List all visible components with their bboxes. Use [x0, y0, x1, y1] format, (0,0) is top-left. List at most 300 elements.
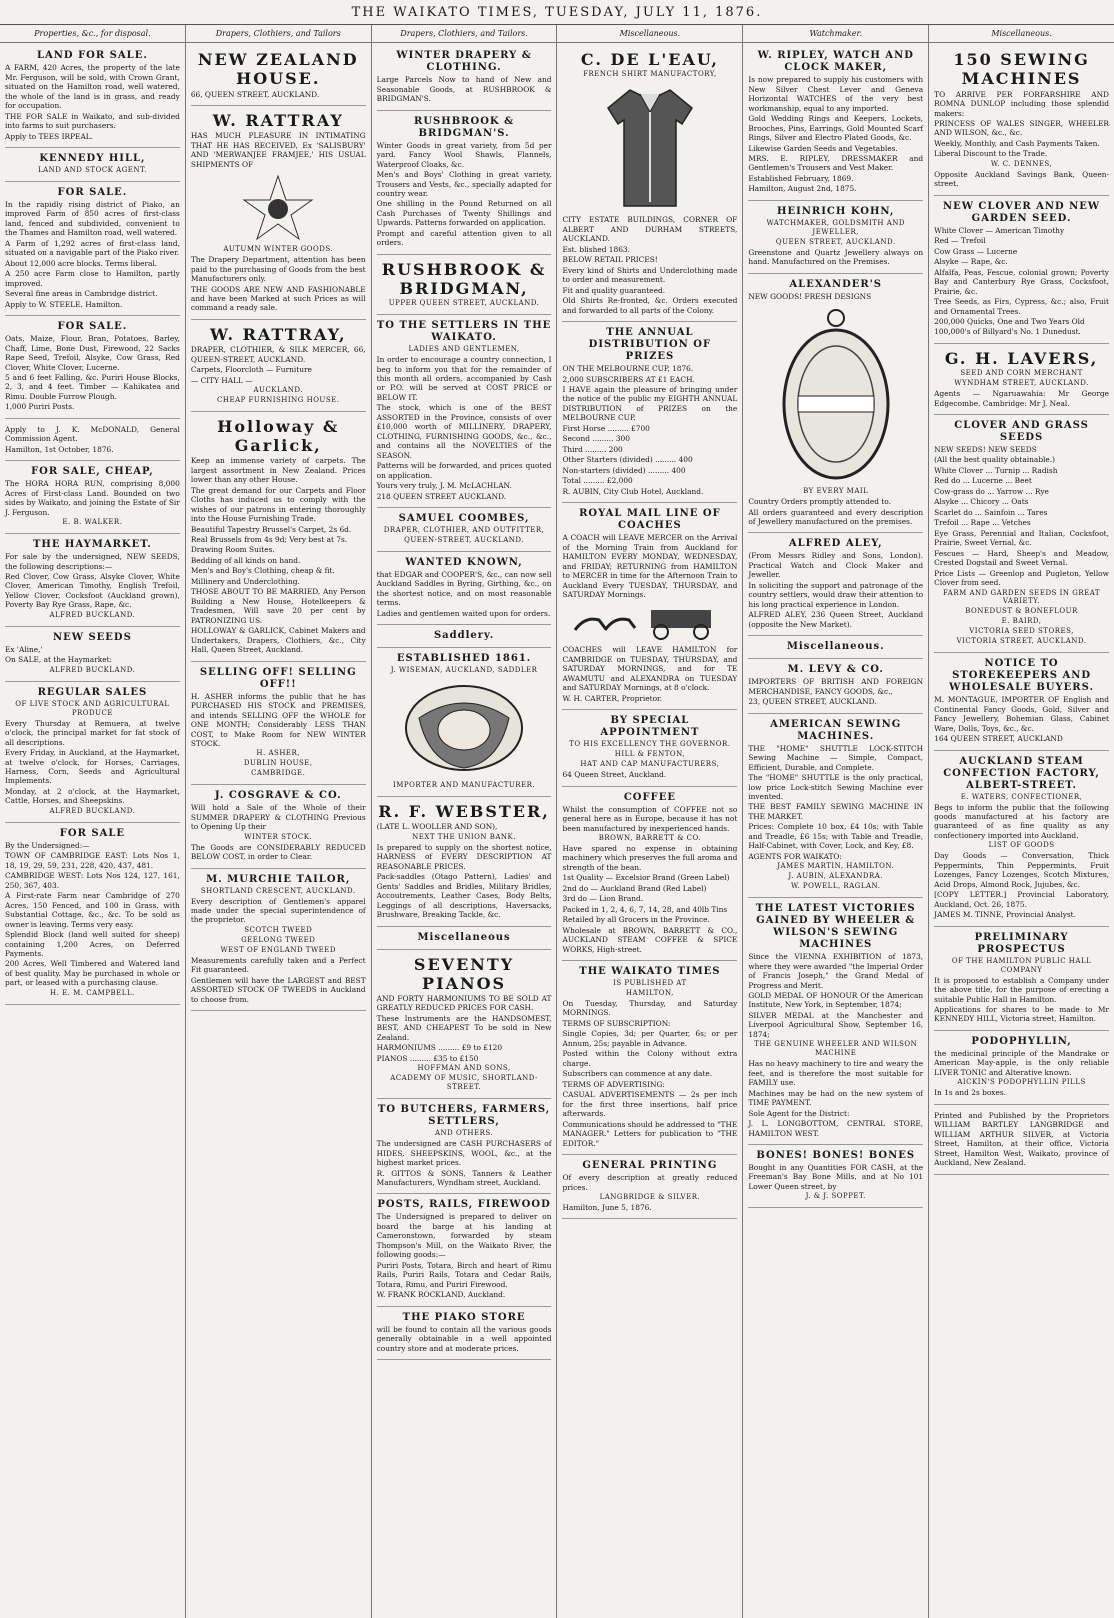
ad-text: Weekly, Monthly, and Cash Payments Taken.: [934, 138, 1100, 148]
ad-title: Saddlery.: [433, 630, 495, 642]
ad-text: VICTORIA SEED STORES,: [969, 627, 1074, 636]
ad-text: Applications for shares to be made to Mr KENNEDY HILL, Victoria street, Hamilton.: [934, 1004, 1109, 1024]
ad-text: Beautiful Tapestry Brussel's Carpet, 2s 6d.: [190, 524, 352, 534]
ad-text: DRAPER, CLOTHIER, & SILK MERCER, 66, QUEEN-STREET, AUCKLAND.: [190, 345, 366, 364]
ad-text: OF THE HAMILTON PUBLIC HALL COMPANY: [951, 956, 1092, 974]
ad-text: QUEEN-STREET, AUCKLAND.: [404, 536, 524, 545]
column-1: [0, 25, 186, 1618]
ad-text: 2,000 SUBSCRIBERS AT £1 EACH.: [562, 374, 695, 384]
ad-text: Hamilton, August 2nd, 1875.: [748, 184, 857, 194]
ad-text: 66, QUEEN STREET, AUCKLAND.: [190, 89, 320, 99]
ad-title: AMERICAN SEWING MACHINES.: [770, 718, 902, 742]
ad-text: CASUAL ADVERTISEMENTS — 2s per inch for the first three insertions, half price afterwards.: [562, 1090, 738, 1119]
ad-text: Pack-saddles (Otago Pattern), Ladies' and Gents' Saddles and Bridles, Military Bridles, Accoutrements, Leather Cases, Body Belts, Leggings of all descriptions, Haversacks, Brushware, Breaking Tackle, &c.: [376, 872, 552, 920]
ad-title: C. DE L'EAU,: [580, 50, 719, 70]
ad-title: TO BUTCHERS, FARMERS, SETTLERS,: [377, 1104, 551, 1128]
ad-text: Established February, 1869.: [748, 173, 854, 183]
advertisement: [934, 47, 1109, 196]
ad-title: SELLING OFF! SELLING OFF!!: [199, 666, 357, 690]
ad-text: 5 and 6 feet Falling, &c. Puriri House Blocks, 2, 3, and 4 feet. Timber — Kahikatea and Rimu. Double Furrow Plough.: [5, 372, 180, 401]
ad-text: J. & J. SOPPET.: [805, 1192, 866, 1201]
column-header: Drapers, Clothiers, and Tailors.: [372, 28, 557, 43]
ad-text: FARM AND GARDEN SEEDS IN GREAT VARIETY.: [943, 588, 1101, 606]
column-header: Properties, &c., for disposal.: [0, 28, 185, 43]
advertisement: [377, 1101, 552, 1194]
ad-text: Other Starters (divided) ......... 400: [562, 455, 693, 465]
ad-text: AGENTS FOR WAIKATO:: [748, 851, 842, 861]
ad-text: AND OTHERS.: [434, 1129, 494, 1138]
ad-text: TERMS OF ADVERTISING:: [562, 1079, 665, 1089]
advertisement: [562, 712, 737, 786]
ad-text: NEW SEEDS! NEW SEEDS: [934, 444, 1037, 454]
ad-text: Apply to W. STEELE, Hamilton.: [5, 299, 123, 309]
ad-text: Agents — Ngaruawahia: Mr George Edgecombe. Cambridge: Mr J. Neal.: [934, 389, 1109, 408]
advertisement: [562, 47, 737, 322]
ad-text: CITY ESTATE BUILDINGS, CORNER OF ALBERT AND DURHAM STREETS, AUCKLAND.: [562, 215, 738, 244]
advertisement: [191, 322, 366, 412]
ad-title: THE PIAKO STORE: [402, 1311, 526, 1323]
ad-text: Day Goods — Conversation, Thick Peppermints, Thin Peppermints, Fruit Lozenges, Fancy Lozenges, Scotch Mixtures, Acid Drops, Almond Rock, Jujubes, &c.: [934, 851, 1109, 889]
ad-text: Sole Agent for the District:: [748, 1108, 850, 1118]
ad-title: BY SPECIAL APPOINTMENT: [600, 715, 700, 739]
ad-title: Miscellaneous: [417, 931, 511, 943]
ad-text: (All the best quality obtainable.): [934, 455, 1056, 465]
ad-text: AND FORTY HARMONIUMS TO BE SOLD AT GREATLY REDUCED PRICES FOR CASH.: [376, 994, 552, 1013]
advertisement: [377, 952, 552, 1100]
ad-text: Has no heavy machinery to tire and weary the feet, and is therefore the most suitable for FAMILY use.: [748, 1059, 924, 1088]
ad-text: Non-starters (divided) ......... 400: [562, 465, 686, 475]
ad-text: Communications should be addressed to "THE MANAGER." Letters for publication to "THE EDITOR.": [562, 1119, 738, 1148]
column-5: [743, 25, 929, 1618]
advertisement: [934, 198, 1109, 344]
advertisement: [562, 963, 737, 1155]
ad-text: HILL & FENTON,: [614, 750, 686, 759]
ad-text: TERMS OF SUBSCRIPTION:: [562, 1018, 671, 1028]
ad-title: ROYAL MAIL LINE OF COACHES: [579, 508, 721, 532]
ad-text: W. C. DENNES,: [990, 159, 1053, 168]
ad-text: TOWN OF CAMBRIDGE EAST: Lots Nos 1, 18, 19, 29, 59, 231, 228, 420, 437, 481.: [5, 851, 180, 870]
ad-text: Keep an immense variety of carpets. The largest assortment in New Zealand. Prices lower than any other House.: [190, 456, 366, 485]
ad-text: I HAVE again the pleasure of bringing under the notice of the public my EIGHTH ANNUAL DISTRIBUTION of PRIZES on the MELBOURNE CUP.: [562, 385, 738, 423]
shirt-illustration-icon: [600, 82, 700, 212]
ad-text: W. POWELL, RAGLAN.: [791, 882, 881, 891]
advertisement: [934, 1107, 1109, 1175]
ad-text: The stock, which is one of the BEST ASSORTED in the Province, consists of over £10,000 worth of MILLINERY, DRAPERY, CLOTHING, FURNISHING GOODS, &c., &c., and contains all the NOVELTIES of the SEASON.: [376, 403, 552, 460]
ad-text: — CITY HALL —: [190, 375, 253, 385]
ad-text: W. H. CARTER, Proprietor.: [562, 693, 663, 703]
ad-text: Bedding of all kinds on hand.: [190, 555, 301, 565]
ad-text: R. GITTOS & SONS, Tanners & Leather Manufacturers, Wyndham street, Auckland.: [376, 1168, 552, 1187]
advertisement: [934, 346, 1109, 415]
ad-text: Since the VIENNA EXHIBITION of 1873, where they were awarded "the Imperial Order of Francis Joseph," the Grand Medal of Progress and Merit.: [748, 952, 924, 990]
ad-text: Trefoil ... Rape ... Vetches: [934, 518, 1031, 528]
ad-text: Subscribers can commence at any date.: [562, 1069, 713, 1079]
ad-title: WINTER DRAPERY & CLOTHING.: [396, 50, 532, 74]
ad-text: Oats, Maize, Flour, Bran, Potatoes, Barley, Chaff, Lime, Bone Dust, Firewood, 22 Sacks Rape Seed, Trefoil, Alsyke, Cow Grass, Red Clover, White Clover, Lucerne.: [5, 334, 180, 372]
ad-text: Will hold a Sale of the Whole of their SUMMER DRAPERY & CLOTHING Previous to Opening Up their: [190, 803, 366, 832]
ad-title: M. LEVY & CO.: [787, 664, 884, 676]
ad-text: will be found to contain all the various goods generally obtainable in a well appointed country store and at moderate prices.: [376, 1324, 552, 1353]
ad-title: FOR SALE, CHEAP,: [31, 466, 154, 478]
column-6: [929, 25, 1114, 1618]
ad-text: 100,000's of Billyard's No. 1 Dunedust.: [934, 327, 1081, 337]
advertisement: [191, 414, 366, 662]
ad-text: HOLLOWAY & GARLICK, Cabinet Makers and Undertakers, Drapers, Clothiers, &c., City Hall, Queen Street, Auckland.: [190, 626, 366, 655]
ad-text: In order to encourage a country connection, I beg to inform you that for the remainder of this month all orders, accompanied by Cash or P.O. will be served at COST PRICE or BELOW IT.: [376, 355, 552, 402]
ad-text: These Instruments are the HANDSOMEST, BEST, AND CHEAPEST To be sold in New Zealand.: [376, 1013, 552, 1042]
ad-text: The "HOME" SHUTTLE is the only practical, low price Lock-stitch Sewing Machine ever invented.: [748, 773, 924, 801]
ad-text: WINTER STOCK.: [244, 832, 313, 841]
ad-text: Machines may be had on the new system of TIME PAYMENT.: [748, 1088, 924, 1108]
ad-text: ALFRED BUCKLAND.: [49, 665, 136, 674]
ad-text: Greenstone and Quartz Jewellery always on hand. Manufactured on the Premises.: [748, 247, 924, 267]
ad-text: Price Lists — Greenlop and Pugleton, Yellow Clover from seed.: [934, 568, 1109, 588]
ad-text: E. WATERS, CONFECTIONER,: [960, 792, 1083, 801]
ad-text: IMPORTERS OF BRITISH AND FOREIGN MERCHANDISE, FANCY GOODS, &c.,: [748, 677, 924, 696]
ad-text: Puriri Posts, Totara, Birch and heart of Rimu Rails, Puriri Rails, Totara and Cedar Rails, Totara, Rimu, and Puriri Firewood.: [376, 1260, 552, 1289]
ad-text: R. AUBIN, City Club Hotel, Auckland.: [562, 486, 704, 496]
ad-text: Every kind of Shirts and Underclothing made to order and measurement.: [562, 265, 738, 285]
ad-text: 1st Quality — Excelsior Brand (Green Label): [562, 873, 730, 883]
ad-text: BY EVERY MAIL: [803, 487, 869, 496]
decorative-star-icon: [218, 172, 338, 242]
ad-text: Every Thursday at Remuera, at twelve o'clock, the principal market for fat stock of all descriptions.: [5, 718, 180, 747]
advertisement: [934, 655, 1109, 750]
ad-text: The undersigned are CASH PURCHASERS of HIDES, SHEEPSKINS, WOOL, &c., at the highest market prices.: [376, 1139, 552, 1168]
ad-text: The Goods are CONSIDERABLY REDUCED BELOW COST, in order to Clear.: [190, 842, 366, 862]
ad-text: Alfalfa, Peas, Fescue, colonial grown; Poverty Bay and Canterbury Rye Grass, Cocksfoot, Prairie, &c.: [934, 267, 1109, 296]
ad-text: The great demand for our Carpets and Floor Cloths has induced us to comply with the wishes of our patrons in entering thoroughly into the House Furnishing Trade.: [190, 485, 366, 524]
advertisement: [377, 1196, 552, 1306]
ad-title: R. F. WEBSTER,: [378, 802, 550, 822]
ad-text: GOLD MEDAL OF HONOUR Of the American Institute, New York, in September, 1874;: [748, 991, 924, 1010]
ad-text: It is proposed to establish a Company under the above title, for the purpose of erecting a suitable Public Hall in Hamilton.: [934, 975, 1109, 1004]
ad-text: Eye Grass, Perennial and Italian, Cocksfoot, Prairie, Sweet Vernal, &c.: [934, 528, 1109, 548]
ad-text: Gentlemen will have the LARGEST and BEST ASSORTED STOCK OF TWEEDS in Auckland to choose from.: [190, 975, 366, 1004]
ad-text: BELOW RETAIL PRICES!: [562, 255, 658, 265]
ad-text: Splendid Block (land well suited for sheep) containing 1,200 Acres, on Deferred Payments.: [5, 930, 180, 958]
ad-title: LAND FOR SALE.: [37, 50, 148, 62]
ad-title: 150 SEWING MACHINES: [953, 50, 1090, 89]
ad-text: Patterns will be forwarded, and prices quoted on application.: [376, 461, 552, 480]
ad-title: WANTED KNOWN,: [405, 557, 523, 569]
ad-title: RUSHBROOK & BRIDGMAN,: [381, 259, 547, 298]
ad-title: SEVENTY PIANOS: [413, 954, 515, 993]
advertisement: [377, 650, 552, 797]
ad-title: THE LATEST VICTORIES GAINED BY WHEELER & WILSON'S SEWING MACHINES: [755, 903, 916, 951]
ad-text: HAMILTON,: [625, 989, 674, 998]
ad-text: Is prepared to supply on the shortest notice, HARNESS of EVERY DESCRIPTION AT REASONABLE PRICES.: [376, 842, 552, 871]
advertisement: [5, 684, 180, 823]
ad-text: AICKIN'S PODOPHYLLIN PILLS: [957, 1078, 1086, 1087]
advertisement: [191, 871, 366, 1012]
ad-text: HARMONIUMS ......... £9 to £120: [376, 1043, 503, 1053]
advertisement: [5, 536, 180, 627]
ad-text: J. WISEMAN, AUCKLAND, SADDLER: [390, 666, 538, 675]
ad-title: W. RATTRAY: [212, 111, 344, 131]
advertisement: [377, 627, 552, 648]
ad-text: Real Brussels from 4s 9d; Very best at 7s.: [190, 535, 348, 544]
advertisement: [5, 421, 180, 461]
ad-text: (LATE L. WOOLLER AND SON),: [376, 822, 498, 832]
ad-text: 2nd do — Auckland Brand (Red Label): [562, 883, 707, 893]
ad-title: Holloway & Garlick,: [217, 416, 340, 456]
ad-title: THE ANNUAL DISTRIBUTION OF PRIZES: [588, 327, 712, 363]
advertisement: [562, 505, 737, 710]
ad-text: Bought in any Quantities FOR CASH, at the Freeman's Bay Bone Mills, and at No 101 Lower Queen street, by: [748, 1163, 924, 1191]
ad-text: Packed in 1, 2, 4, 6, 7, 14, 28, and 40lb Tins: [562, 904, 728, 914]
advertisement: [934, 417, 1109, 653]
masthead: [0, 0, 1114, 25]
advertisement: [191, 664, 366, 786]
ad-text: Country Orders promptly attended to.: [748, 497, 891, 507]
ad-text: IS PUBLISHED AT: [613, 979, 687, 988]
ad-text: Printed and Published by the Proprietors WILLIAM BARTLEY LANGBRIDGE and WILLIAM ARTHUR SILVER, at Victoria Street, Hamilton, at their office, Victoria Street, Hamilton West, Waikato, province of Auckland, New Zealand.: [934, 1110, 1109, 1168]
ad-text: J. AUBIN, ALEXANDRA.: [788, 872, 884, 881]
ad-text: AUCKLAND.: [253, 385, 303, 394]
ad-text: LIST OF GOODS: [988, 841, 1055, 850]
ad-text: FRENCH SHIRT MANUFACTORY,: [583, 70, 717, 79]
ad-text: Winter Goods in great variety, from 5d per yard. Fancy Wool Shawls, Flannels, Waterproof Cloaks, &c.: [376, 140, 552, 169]
ad-text: ON THE MELBOURNE CUP, 1876.: [562, 364, 694, 374]
ad-text: LADIES AND GENTLEMEN,: [408, 345, 520, 354]
ad-title: Miscellaneous.: [786, 641, 885, 653]
ad-text: Fit and quality guaranteed.: [562, 285, 666, 295]
ad-text: WEST OF ENGLAND TWEED: [220, 945, 336, 954]
ad-text: WYNDHAM STREET, AUCKLAND.: [954, 379, 1089, 388]
ad-text: Have spared no expense in obtaining machinery which preserves the full aroma and strength of the bean.: [562, 843, 738, 872]
ad-text: J. L. LONGBOTTOM, CENTRAL STORE, HAMILTON WEST.: [748, 1119, 924, 1138]
ad-title: AUCKLAND STEAM CONFECTION FACTORY, ALBERT-STREET.: [943, 755, 1100, 791]
ad-text: Opposite Auckland Savings Bank, Queen-street.: [934, 169, 1109, 189]
ad-title: NOTICE TO STOREKEEPERS AND WHOLESALE BUYERS.: [949, 658, 1094, 694]
ad-text: 200 Acres, Well Timbered and Watered land of best quality. May be purchased in whole or part, or leased with a purchasing clause.: [5, 959, 180, 988]
ad-text: AUTUMN WINTER GOODS.: [223, 245, 334, 254]
advertisement: [562, 324, 737, 503]
ad-text: Begs to inform the public that the following goods manufactured at his factory are guaranteed of as fine quality as any confectionery imported into Auckland.: [934, 802, 1109, 840]
advertisement: [934, 929, 1109, 1031]
ad-text: Monday, at 2 o'clock, at the Haymarket, Cattle, Horses, and Sheepskins.: [5, 786, 180, 806]
ad-text: H. ASHER,: [256, 749, 301, 758]
ad-title: GENERAL PRINTING: [582, 1160, 718, 1172]
ad-text: About 12,000 acre blocks. Terms liberal.: [5, 258, 158, 268]
ad-text: DUBLIN HOUSE,: [243, 759, 313, 768]
ad-text: Ladies and gentlemen waited upon for orders.: [376, 608, 551, 618]
ad-text: First Horse ......... £700: [562, 423, 650, 433]
ad-text: IMPORTER AND MANUFACTURER.: [392, 781, 536, 790]
ad-text: ACADEMY OF MUSIC, SHORTLAND-STREET.: [390, 1074, 538, 1092]
advertisement: [748, 638, 923, 659]
ad-text: 1,000 Puriri Posts.: [5, 402, 75, 412]
ad-text: JAMES M. TINNE, Provincial Analyst.: [934, 910, 1076, 920]
ad-text: In 1s and 2s boxes.: [934, 1088, 1006, 1098]
ad-text: Old Shirts Re-fronted, &c. Orders executed and forwarded to all parts of the Colony.: [562, 296, 738, 315]
ad-text: THE GENUINE WHEELER AND WILSON MACHINE: [754, 1040, 918, 1058]
ad-text: Red Clover, Cow Grass, Alsyke Clover, White Clover, American Timothy, English Trefoil, Yellow Clover, Cocksfoot (Auckland grown), Poverty Bay Rye Grass, Rape, &c.: [5, 572, 180, 610]
ad-text: Yours very truly, J. M. McLACHLAN.: [376, 481, 512, 491]
ad-text: PRINCESS OF WALES SINGER, WHEELER AND WILSON, &c., &c.: [934, 119, 1109, 138]
ad-title: M. MURCHIE TAILOR,: [206, 873, 351, 885]
ad-title: RUSHBROOK & BRIDGMAN'S.: [414, 115, 515, 139]
column-header: Miscellaneous.: [929, 28, 1114, 43]
ad-text: Men's and Boys' Clothing in great variety, Trousers and Vests, &c., specially adapted for country wear.: [376, 170, 552, 198]
ad-title: FOR SALE: [59, 827, 126, 839]
watch-illustration-icon: [776, 304, 896, 484]
ad-text: Fescues — Hard, Sheep's and Meadow, Crested Dogstail and Sweet Vernal.: [934, 548, 1109, 568]
ad-text: In soliciting the support and patronage of the country settlers, would draw their attention to his long practical experience in London.: [748, 580, 924, 609]
ad-text: A First-rate Farm near Cambridge of 270 Acres, 150 Fenced, and 100 in Grass, with Substantial Cottage, &c., &c. To be sold as owner is leaving. Terms very easy.: [5, 891, 180, 929]
ad-text: MRS. E. RIPLEY, DRESSMAKER and Gentlemen's Trousers and Vest Maker.: [748, 153, 924, 173]
ad-text: 64 Queen Street, Auckland.: [562, 770, 667, 780]
ad-title: NEW ZEALAND HOUSE.: [197, 50, 359, 89]
ad-text: Likewise Garden Seeds and Vegetables.: [748, 143, 898, 153]
advertisement: [377, 317, 552, 508]
ad-text: Prices: Complete 10 box, £4 10s; with Table and Treadle, £6 15s; with Table and Treadle, Half-Cabinet, with Cover, Lock, and Key, £8.: [748, 822, 924, 851]
ad-text: One shilling in the Pound Returned on all Cash Purchases of Twenty Shillings and Upwards. Patterns forwarded on application.: [376, 199, 552, 228]
ad-text: Second ......... 300: [562, 434, 630, 444]
ad-title: CLOVER AND GRASS SEEDS: [954, 419, 1089, 443]
ad-text: Millinery and Underclothing.: [190, 576, 300, 586]
ad-title: FOR SALE.: [57, 321, 128, 333]
ad-text: Every description of Gentlemen's apparel made under the special superintendence of the proprietor.: [190, 896, 366, 925]
ad-title: ALEXANDER'S: [789, 278, 883, 290]
ad-text: SEED AND CORN MERCHANT: [960, 369, 1083, 378]
ad-text: NEW GOODS! FRESH DESIGNS: [748, 291, 872, 301]
ad-text: Prompt and careful attention given to all orders.: [376, 228, 552, 248]
ad-illustration: [562, 602, 737, 642]
ad-title: THE HAYMARKET.: [32, 539, 152, 551]
ad-title: PODOPHYLLIN,: [971, 1035, 1072, 1047]
ad-text: Carpets, Floorcloth — Furniture: [190, 365, 312, 375]
ad-text: CAMBRIDGE WEST: Lots Nos 124, 127, 161, 250, 367, 403.: [5, 871, 180, 890]
ad-text: A Farm of 1,292 acres of first-class land, situated on a navigable part of the Piako river.: [5, 238, 180, 258]
ad-text: Est. blished 1863.: [562, 244, 630, 254]
ad-text: TO ARRIVE PER FORFARSHIRE AND ROMNA DUNLOP including those splendid makers:: [934, 89, 1109, 118]
advertisement: [934, 1033, 1109, 1105]
ad-text: Men's and Boy's Clothing, cheap & fit.: [190, 566, 335, 576]
ad-title: BONES! BONES! BONES: [756, 1150, 916, 1161]
ad-text: Large Parcels Now to hand of New and Seasonable Goods, at RUSHBROOK & BRIDGMAN'S.: [376, 75, 552, 104]
ad-text: A COACH will LEAVE MERCER on the Arrival of the Morning Train from Auckland for HAMILTON EVERY MONDAY, WEDNESDAY, and FRIDAY; RETURNING from HAMILTON to MERCER in time for the Afternoon Train to Auckland Every TUESDAY, THURSDAY, and SATURDAY Mornings.: [562, 533, 738, 599]
ad-text: that EDGAR and COOPER'S, &c., can now sell Auckland Saddles in Byring, Girthing, &c., on the shortest notice, and on most reasonable terms.: [376, 570, 552, 608]
ad-text: GEELONG TWEED: [241, 935, 316, 944]
ad-text: THE BEST FAMILY SEWING MACHINE IN THE MARKET.: [748, 802, 924, 821]
column-3: [372, 25, 558, 1618]
masthead-title: THE WAIKATO TIMES, TUESDAY, JULY 11, 1876.: [351, 4, 763, 20]
ad-text: UPPER QUEEN STREET, AUCKLAND.: [388, 299, 540, 308]
ad-text: [COPY LETTER.] Provincial Laboratory, Auckland, Oct. 26, 1875.: [934, 890, 1109, 909]
advertisement: [748, 47, 923, 201]
ad-title: COFFEE: [623, 791, 676, 803]
ad-text: Apply to TEES IRPEAL.: [5, 131, 94, 141]
advertisement: [377, 510, 552, 552]
ad-title: J. COSGRAVE & CO.: [214, 790, 342, 802]
ad-text: Alsyke ... Chicory ... Oats: [934, 497, 1029, 507]
ad-text: ALFRED BUCKLAND.: [49, 806, 136, 815]
ad-text: Measurements carefully taken and a Perfect Fit guaranteed.: [190, 955, 366, 975]
advertisement: [748, 276, 923, 534]
ad-text: Apply to J. K. McDONALD, General Commission Agent.: [5, 424, 180, 444]
ad-text: Every Friday, in Auckland, at the Haymarket, at twelve o'clock, for Horses, Carriages, Harness, Corn, Seeds and Agricultural Implements.: [5, 748, 180, 786]
advertisement: [5, 47, 180, 148]
ad-text: Red do ... Lucerne ... Beet: [934, 476, 1032, 486]
advertisement: [191, 108, 366, 320]
ad-text: QUEEN STREET, AUCKLAND.: [775, 237, 896, 246]
ad-title: ALFRED ALEY,: [788, 538, 883, 550]
ad-text: ALFRED ALEY, 236 Queen Street, Auckland (opposite the New Market).: [748, 610, 924, 629]
ad-text: Whilst the consumption of COFFEE not so general here as in Europe, because it has not been manufactured by inexperienced hands.: [562, 804, 738, 833]
ad-text: JAMES MARTIN, HAMILTON.: [777, 862, 895, 871]
ad-title: PRELIMINARY PROSPECTUS: [974, 931, 1069, 955]
column-header: Miscellaneous.: [557, 28, 742, 43]
ad-text: 200,000 Quicks, One and Two Years Old: [934, 317, 1085, 326]
ad-title: NEW SEEDS: [52, 631, 132, 643]
advertisement: [562, 789, 737, 962]
ad-text: The Undersigned is prepared to deliver on board the barge at his landing at Cameronstown, forwarded by steam Thompson's Mill, on the Waikato River, the following goods:—: [376, 1212, 552, 1260]
advertisement: [377, 257, 552, 315]
ad-text: Single Copies, 3d; per Quarter, 6s; or per Annum, 25s; payable in Advance.: [562, 1029, 738, 1048]
ad-text: THE "HOME" SHUTTLE LOCK-STITCH Sewing Machine — Simple, Compact, Efficient, Durable, and Complete.: [748, 743, 924, 772]
advertisement: [5, 629, 180, 682]
ad-text: COACHES will LEAVE HAMILTON for CAMBRIDGE on TUESDAY, THURSDAY, and SATURDAY MORNINGS, and for TE AWAMUTU and ALEXANDRA on TUESDAY and SATURDAY Mornings, at 8 o'clock.: [562, 645, 738, 693]
advertisement: [377, 47, 552, 110]
advertisement: [5, 150, 180, 182]
ad-text: All orders guaranteed and every description of Jewellery manufactured on the premises.: [748, 507, 924, 527]
ad-text: White Clover — American Timothy: [934, 225, 1065, 235]
columns: [0, 25, 1114, 1618]
coach-illustration-icon: [565, 602, 735, 642]
ad-text: W. FRANK ROCKLAND, Auckland.: [376, 1290, 506, 1300]
ad-text: Alsyke — Rape, &c.: [934, 257, 1008, 267]
ad-text: 218 QUEEN STREET AUCKLAND.: [376, 491, 507, 501]
ad-text: Hamilton, 1st October, 1876.: [5, 444, 114, 454]
ad-text: Gold Wedding Rings and Keepers, Lockets, Brooches, Pins, Earrings, Gold Mounted Scarf Rings, Silver and Electro Plated Goods, &c.: [748, 114, 924, 143]
ad-text: M. MONTAGUE, IMPORTER OF English and Continental Fancy Goods, Gold, Silver and Fancy Jewellery, Bohemian Glass, Cabinet Ware, Dolls, Toys, &c., &c.: [934, 695, 1109, 733]
ad-text: LAND AND STOCK AGENT.: [37, 165, 147, 174]
ad-illustration: [377, 678, 552, 778]
ad-text: The HORA HORA RUN, comprising 8,000 Acres of First-class Land. Bounded on two sides by Waikato, and joining the Estate of Sir J. Ferguson.: [5, 479, 180, 517]
advertisement: [5, 184, 180, 316]
ad-illustration: [562, 82, 737, 212]
ad-text: Hamilton, June 5, 1876.: [562, 1202, 652, 1212]
advertisement: [5, 825, 180, 1005]
advertisement: [748, 203, 923, 274]
advertisement: [934, 753, 1109, 927]
ad-text: By the Undersigned:—: [5, 840, 90, 850]
ad-text: ALFRED BUCKLAND.: [49, 610, 136, 619]
column-header: Watchmaker.: [743, 28, 928, 43]
advertisement: [377, 1309, 552, 1360]
advertisement: [748, 716, 923, 898]
ad-title: ESTABLISHED 1861.: [396, 653, 532, 665]
ad-text: Posted within the Colony without extra charge.: [562, 1049, 738, 1068]
ad-text: CAMBRIDGE.: [251, 769, 306, 778]
ad-text: On Tuesday, Thursday, and Saturday MORNINGS.: [562, 999, 738, 1018]
ad-text: Of every description at greatly reduced prices.: [562, 1173, 738, 1192]
ad-title: HEINRICH KOHN,: [777, 205, 895, 217]
ad-title: POSTS, RAILS, FIREWOOD: [377, 1199, 551, 1211]
ad-text: Third ......... 200: [562, 444, 623, 454]
ad-text: the medicinal principle of the Mandrake or American May-apple, is the only reliable LIVER TONIC and Alterative known.: [934, 1048, 1109, 1077]
ad-text: OF LIVE STOCK AND AGRICULTURAL PRODUCE: [15, 699, 170, 717]
ad-title: KENNEDY HILL,: [39, 152, 146, 164]
ad-text: CHEAP FURNISHING HOUSE.: [217, 395, 340, 404]
ad-text: White Clover ... Turnip ... Radish: [934, 465, 1058, 475]
ad-title: G. H. LAVERS,: [944, 348, 1099, 368]
ad-text: In the rapidly rising district of Piako, an improved Farm of 850 acres of first-class land, fenced and subdivided, convenient to the Thames and Hamilton road, well watered.: [5, 199, 180, 238]
ad-title: FOR SALE.: [57, 186, 128, 198]
ad-text: THE GOODS ARE NEW AND FASHIONABLE and have been Marked at such Prices as will command a ready sale.: [190, 284, 366, 313]
